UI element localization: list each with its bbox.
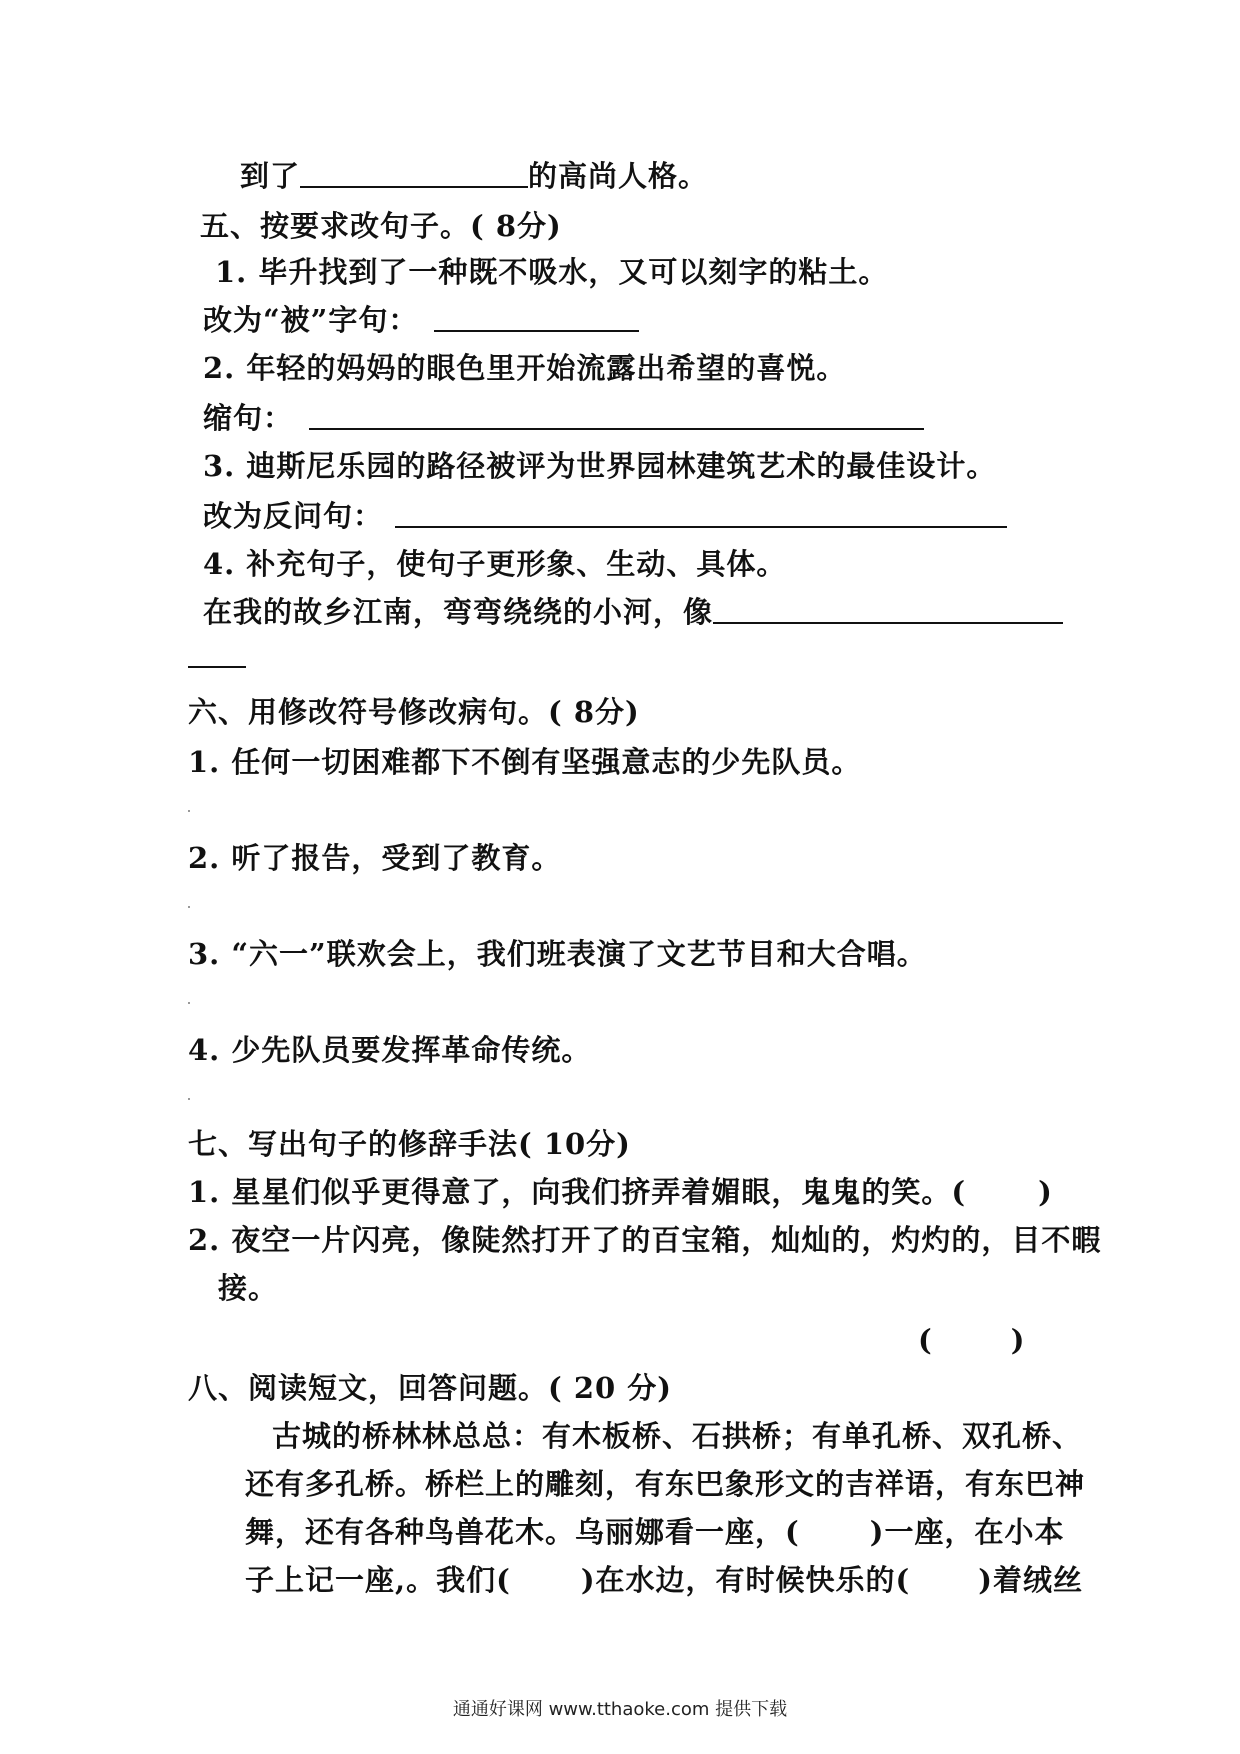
s6-question-1: 1. 任何一切困难都下不倒有坚强意志的少先队员。 bbox=[188, 745, 862, 779]
s7-question-2: 2. 夜空一片闪亮，像陡然打开了的百宝箱，灿灿的，灼灼的，目不暇 bbox=[188, 1223, 1102, 1257]
s7-question-2-cont: 接。 bbox=[218, 1271, 279, 1305]
s5-question-2: 2. 年轻的妈妈的眼色里开始流露出希望的喜悦。 bbox=[203, 351, 847, 385]
passage-line-1: 古城的桥林林总总：有木板桥、石拱桥；有单孔桥、双孔桥、 bbox=[272, 1419, 1083, 1453]
s5-q1-answer-line bbox=[203, 300, 639, 340]
s5-q3-answer-line bbox=[203, 496, 1007, 536]
open-paren: ( bbox=[918, 1323, 933, 1357]
s6-question-2: 2. 听了报告，受到了教育。 bbox=[188, 841, 562, 875]
s6-question-4: 4. 少先队员要发挥革命传统。 bbox=[188, 1033, 592, 1067]
text: 舞，还有各种鸟兽花木。乌丽娜看一座，( bbox=[245, 1515, 800, 1549]
answer-blank[interactable] bbox=[713, 592, 1063, 624]
prompt: 缩句： bbox=[203, 401, 294, 435]
prompt: 在我的故乡江南，弯弯绕绕的小河，像 bbox=[203, 595, 714, 629]
section-7-title: 七、写出句子的修辞手法( 10分) bbox=[188, 1127, 631, 1161]
s6-question-3: 3. “六一”联欢会上，我们班表演了文艺节目和大合唱。 bbox=[188, 937, 927, 971]
s5-question-4: 4. 补充句子，使句子更形象、生动、具体。 bbox=[203, 547, 787, 581]
prompt: 改为反问句： bbox=[203, 499, 384, 533]
close-paren: ) bbox=[1010, 1323, 1026, 1357]
text: 到了 bbox=[240, 159, 301, 193]
section-8-title: 八、阅读短文，回答问题。( 20 分) bbox=[188, 1371, 672, 1405]
s5-question-3: 3. 迪斯尼乐园的路径被评为世界园林建筑艺术的最佳设计。 bbox=[203, 449, 997, 483]
answer-blank[interactable] bbox=[309, 398, 924, 430]
section-6-title: 六、用修改符号修改病句。( 8分) bbox=[188, 695, 640, 729]
s5-q4-answer-line bbox=[203, 592, 1063, 632]
answer-blank[interactable] bbox=[395, 496, 1007, 528]
scan-dot bbox=[188, 810, 190, 812]
scan-dot bbox=[188, 1002, 190, 1004]
s5-q2-answer-line bbox=[203, 398, 924, 438]
text: 子上记一座,。我们( bbox=[245, 1563, 511, 1597]
answer-blank[interactable] bbox=[434, 300, 639, 332]
line-continuation bbox=[240, 156, 708, 196]
scan-dot bbox=[188, 1098, 190, 1100]
prompt: 改为“被”字句： bbox=[203, 303, 419, 337]
scan-dot bbox=[188, 906, 190, 908]
text: )一座，在小本 bbox=[869, 1515, 1065, 1549]
passage-line-3 bbox=[245, 1512, 1064, 1552]
text: 的高尚人格。 bbox=[528, 159, 709, 193]
text: )着绒丝 bbox=[978, 1563, 1084, 1597]
footer-credit: 通通好课网 www.tthaoke.com 提供下载 bbox=[452, 1699, 788, 1720]
passage-line-2: 还有多孔桥。桥栏上的雕刻，有东巴象形文的吉祥语，有东巴神 bbox=[245, 1467, 1086, 1501]
s5-question-1: 1. 毕升找到了一种既不吸水，又可以刻字的粘土。 bbox=[215, 255, 889, 289]
text: )在水边，有时候快乐的( bbox=[580, 1563, 911, 1597]
s7-q2-answer-parens[interactable] bbox=[918, 1320, 1025, 1360]
text: 1. 星星们似乎更得意了，向我们挤弄着媚眼，鬼鬼的笑。( bbox=[188, 1175, 967, 1209]
passage-line-4 bbox=[245, 1560, 1083, 1600]
answer-blank[interactable] bbox=[300, 156, 528, 188]
section-5-title: 五、按要求改句子。( 8分) bbox=[200, 209, 562, 243]
answer-blank-continuation[interactable] bbox=[188, 666, 246, 668]
close-paren: ) bbox=[1038, 1175, 1053, 1209]
s7-question-1 bbox=[188, 1172, 1053, 1212]
